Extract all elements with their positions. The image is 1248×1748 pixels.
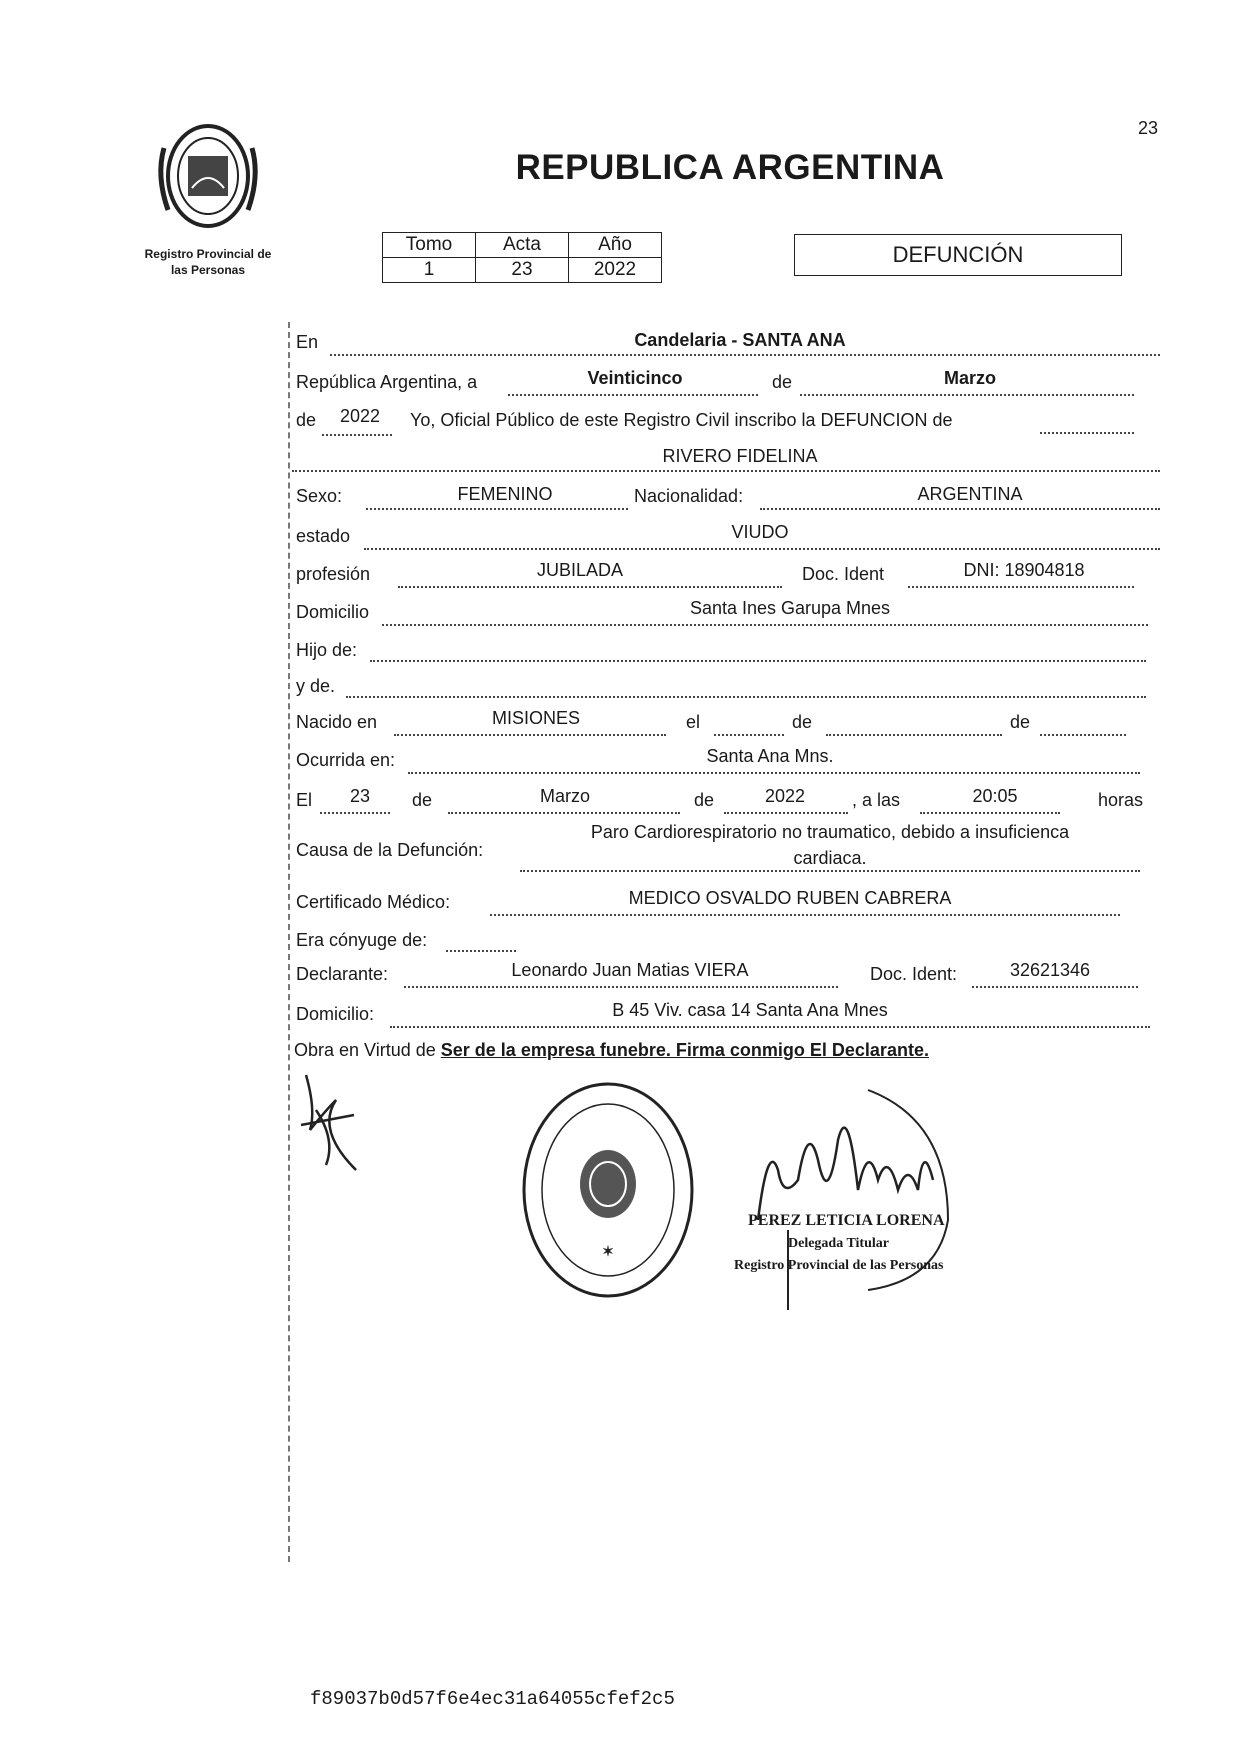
certificado-value: MEDICO OSVALDO RUBEN CABRERA [628,888,952,908]
logo-caption-line1: Registro Provincial de [144,247,272,261]
domicilio2-label: Domicilio: [296,1004,375,1024]
svg-text:✶: ✶ [602,1243,614,1259]
nacido-de1-label: de [792,712,813,732]
causa-line [520,870,1140,872]
doc-line [908,586,1134,588]
nacionalidad-value: ARGENTINA [917,484,1023,504]
death-time: 20:05 [972,786,1018,806]
profesion-line [398,586,782,588]
sexo-line [366,508,628,510]
en-label: En [296,332,319,352]
page-number: 23 [1138,118,1159,138]
nacido-de2-line [1040,734,1126,736]
tomo-value: 1 [383,258,476,283]
nacido-label: Nacido en [296,712,378,732]
conyuge-label: Era cónyuge de: [296,930,428,950]
death-month: Marzo [539,786,590,806]
official-line [1040,432,1134,434]
month-line [800,394,1134,396]
obra-line [294,1040,929,1061]
el2-label: El [296,790,313,810]
profesion-label: profesión [296,564,371,584]
name-line [292,470,1160,472]
deceased-name: RIVERO FIDELINA [662,446,818,466]
hijo-line [370,660,1146,662]
conyuge-line [446,950,516,952]
de-label: de [772,372,793,392]
ocurrida-label: Ocurrida en: [296,750,396,770]
domicilio2-value: B 45 Viv. casa 14 Santa Ana Mnes [612,1000,888,1020]
nacionalidad-line [760,508,1160,510]
month-value: Marzo [943,368,996,388]
acta-value: 23 [476,258,569,283]
yde-line [346,696,1146,698]
official-signature-icon [748,1080,968,1310]
declarante-label: Declarante: [296,964,389,984]
year-line [322,434,392,436]
acta-header: Acta [476,233,569,258]
year-value: 2022 [339,406,381,426]
year-de-label: de [296,410,317,430]
ocurrida-value: Santa Ana Mns. [706,746,834,766]
el-line [714,734,784,736]
nacido-de1-line [826,734,1002,736]
day-value: Veinticinco [587,368,683,388]
causa-line1: Paro Cardiorespiratorio no traumatico, debido a insuficienca [590,822,1070,842]
nacido-de2-label: de [1010,712,1031,732]
doc-label: Doc. Ident [802,564,885,584]
death-month-line [448,812,680,814]
page-title: REPUBLICA ARGENTINA [515,148,945,187]
declarante-doc-line [972,986,1138,988]
sexo-label: Sexo: [296,486,343,506]
estado-value: VIUDO [731,522,789,542]
sexo-value: FEMENINO [457,484,553,504]
signatory-org: Registro Provincial de las Personas [734,1258,944,1273]
hijo-label: Hijo de: [296,640,358,660]
domicilio-label: Domicilio [296,602,370,622]
declarante-doc-value: 32621346 [1009,960,1091,980]
death-year-line [724,812,848,814]
domicilio-value: Santa Ines Garupa Mnes [689,598,891,618]
tomo-header: Tomo [383,233,476,258]
alas-label: , a las [852,790,901,810]
domicilio2-line [390,1026,1150,1028]
declarante-value: Leonardo Juan Matias VIERA [511,960,749,980]
causa-label: Causa de la Defunción: [296,840,484,860]
death-time-line [920,812,1060,814]
document-type-box: DEFUNCIÓN [794,234,1122,276]
el-label: el [686,712,701,732]
death-de2-label: de [694,790,715,810]
declarant-signature-icon [296,1070,360,1180]
certificado-label: Certificado Médico: [296,892,451,912]
ocurrida-line [408,772,1140,774]
day-line [508,394,758,396]
yde-label: y de. [296,676,336,696]
signatory-title: Delegada Titular [788,1236,889,1251]
death-day: 23 [349,786,371,806]
registry-seal-icon [520,1080,696,1300]
estado-line [364,548,1160,550]
nacido-value: MISIONES [491,708,580,728]
declarante-doc-label: Doc. Ident: [870,964,958,984]
document-hash: f89037b0d57f6e4ec31a64055cfef2c5 [310,1688,675,1710]
obra-prefix: Obra en Virtud de [294,1040,436,1060]
anio-header: Año [569,233,662,258]
logo-caption-line2: las Personas [170,263,246,277]
margin-line [288,322,290,1562]
obra-text: Ser de la empresa funebre. Firma conmigo El Declarante. [440,1040,929,1060]
profesion-value: JUBILADA [536,560,624,580]
anio-value: 2022 [569,258,662,283]
doc-value: DNI: 18904818 [963,560,1085,580]
nacido-line [394,734,666,736]
causa-line2: cardiaca. [793,848,867,868]
domicilio-line [382,624,1148,626]
registry-table [382,232,662,283]
nacionalidad-label: Nacionalidad: [634,486,744,506]
death-day-line [320,812,390,814]
death-de1-label: de [412,790,433,810]
certificado-line [490,914,1120,916]
horas-label: horas [1098,790,1144,810]
en-line [330,354,1160,356]
republica-label: República Argentina, a [296,372,478,392]
official-text: Yo, Oficial Público de este Registro Civil inscribo la DEFUNCION de [410,410,953,430]
death-year: 2022 [764,786,806,806]
declarante-line [404,986,838,988]
signatory-name: PEREZ LETICIA LORENA [748,1212,945,1229]
logo-caption [126,246,290,278]
estado-label: estado [296,526,351,546]
en-value: Candelaria - SANTA ANA [634,330,846,350]
